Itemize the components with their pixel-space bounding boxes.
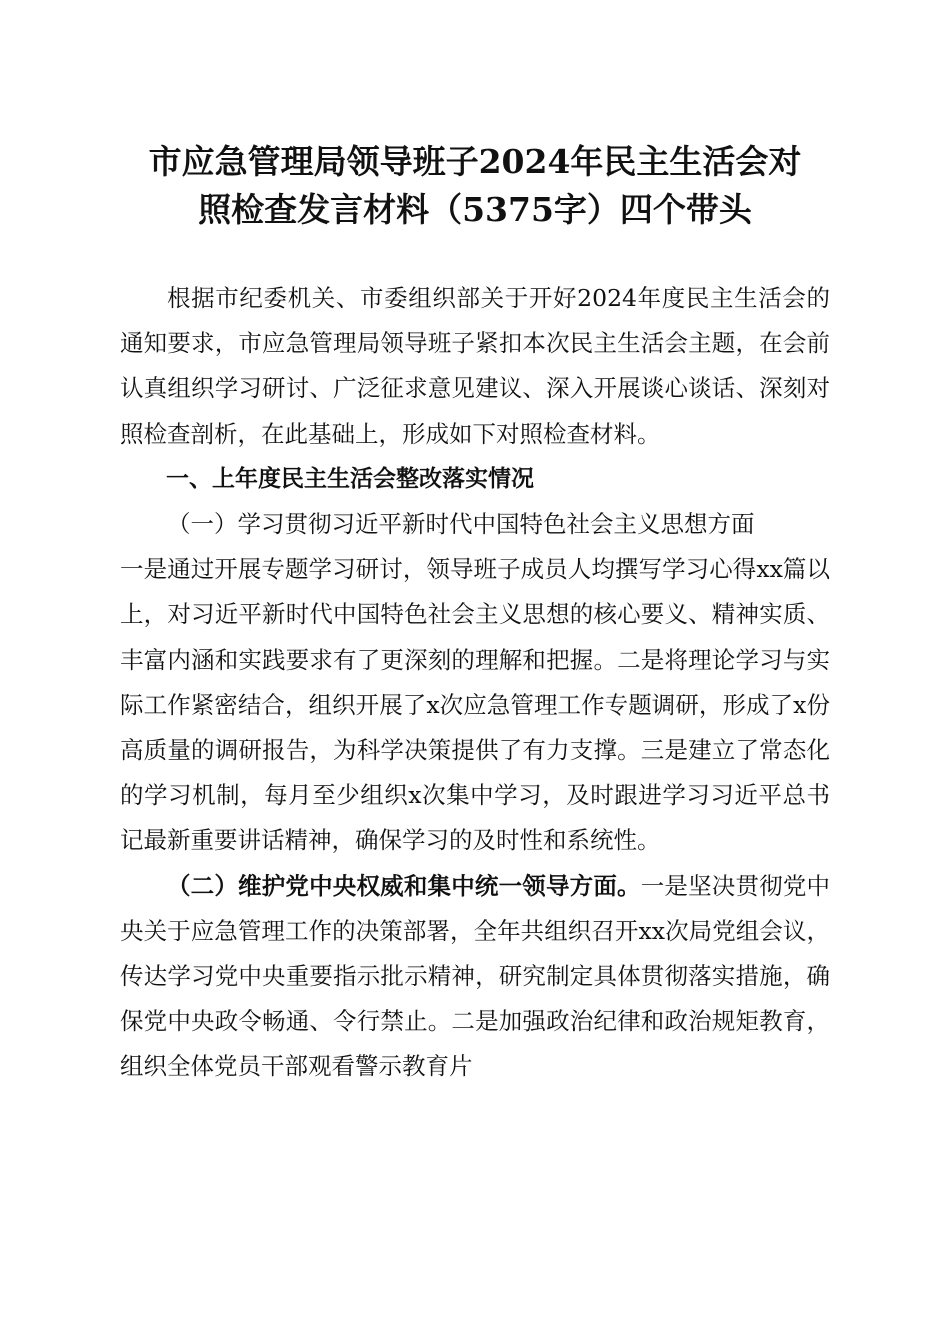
subsection-2-text: 一是坚决贯彻党中央关于应急管理工作的决策部署，全年共组织召开xx次局党组会议，传达学习党中央重要指示批示精神，研究制定具体贯彻落实措施，确保党中央政令畅通、令行禁止。二是加强政治纪律和政治规矩教育，组织全体党员干部观看警示教育片 — [120, 871, 830, 1081]
section-1-heading: 一、上年度民主生活会整改落实情况 — [166, 465, 534, 492]
subsection-2-paragraph — [120, 864, 830, 1090]
subsection-2-heading: （二）维护党中央权威和集中统一领导方面。 — [167, 871, 641, 900]
subsection-1-heading: （一）学习贯彻习近平新时代中国特色社会主义思想方面 — [167, 510, 755, 539]
document-body — [120, 276, 830, 1090]
document-title — [110, 138, 840, 234]
title-line-2: 照检查发言材料（5375字）四个带头 — [198, 190, 752, 229]
subsection-1-paragraph: 一是通过开展专题学习研讨，领导班子成员人均撰写学习心得xx篇以上，对习近平新时代中国特色社会主义思想的核心要义、精神实质、丰富内涵和实践要求有了更深刻的理解和把握。二是将理论学习与实际工作紧密结合，组织开展了x次应急管理工作专题调研，形成了x份高质量的调研报告，为科学决策提供了有力支撑。三是建立了常态化的学习机制，每月至少组织x次集中学习，及时跟进学习习近平总书记最新重要讲话精神，确保学习的及时性和系统性。 — [120, 555, 830, 855]
title-line-1: 市应急管理局领导班子2024年民主生活会对 — [148, 142, 802, 181]
intro-paragraph: 根据市纪委机关、市委组织部关于开好2024年度民主生活会的通知要求，市应急管理局领导班子紧扣本次民主生活会主题，在会前认真组织学习研讨、广泛征求意见建议、深入开展谈心谈话、深刻对照检查剖析，在此基础上，形成如下对照检查材料。 — [120, 284, 830, 448]
